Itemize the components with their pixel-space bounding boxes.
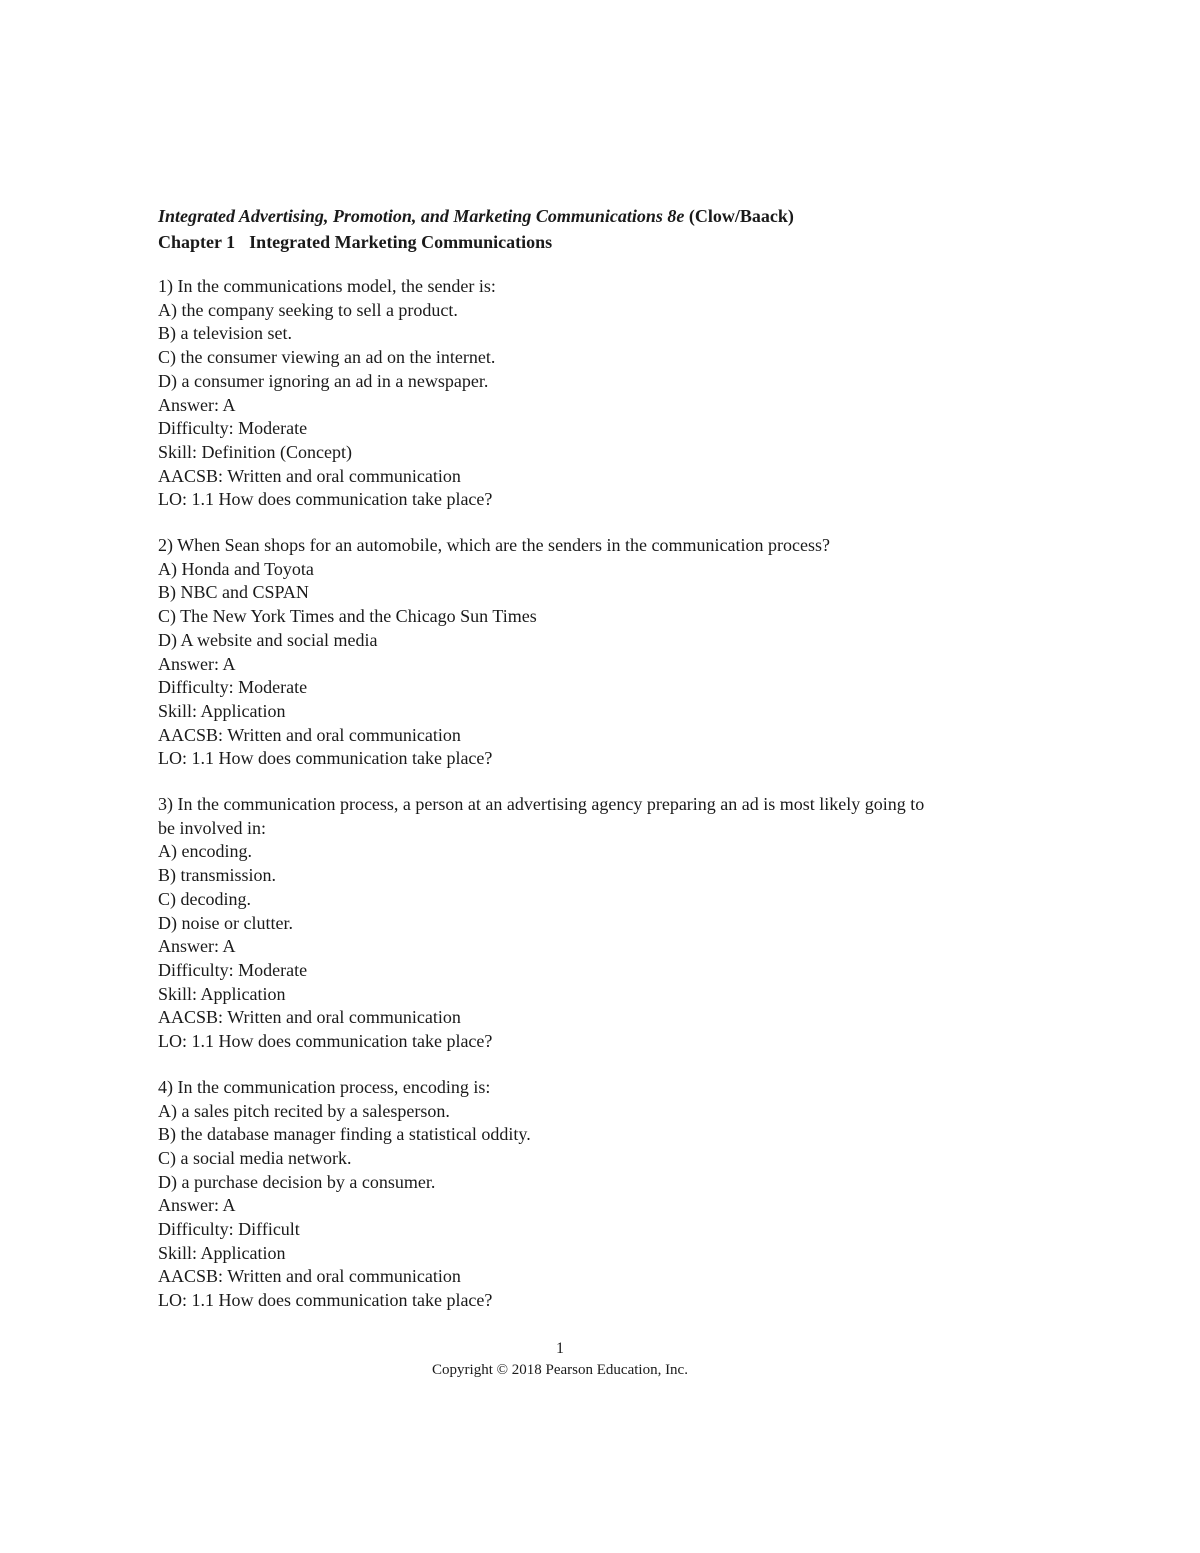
question-stem: 4) In the communication process, encoding is: xyxy=(158,1076,491,1097)
chapter-label: Chapter 1 xyxy=(158,232,236,252)
option-c: C) a social media network. xyxy=(158,1147,352,1168)
book-authors: (Clow/Baack) xyxy=(688,206,794,226)
skill: Skill: Definition (Concept) xyxy=(158,441,352,462)
option-a: A) Honda and Toyota xyxy=(158,558,314,579)
answer: Answer: A xyxy=(158,936,236,957)
option-d: D) A website and social media xyxy=(158,629,378,650)
answer: Answer: A xyxy=(158,394,236,415)
learning-objective: LO: 1.1 How does communication take place? xyxy=(158,1031,493,1052)
answer: Answer: A xyxy=(158,653,236,674)
skill: Skill: Application xyxy=(158,700,286,721)
difficulty: Difficulty: Moderate xyxy=(158,677,308,698)
option-c: C) the consumer viewing an ad on the internet. xyxy=(158,347,496,368)
question-3 xyxy=(158,793,1058,1054)
answer: Answer: A xyxy=(158,1195,236,1216)
option-d: D) a consumer ignoring an ad in a newspaper. xyxy=(158,370,489,391)
option-a: A) the company seeking to sell a product. xyxy=(158,299,458,320)
copyright-notice: Copyright © 2018 Pearson Education, Inc. xyxy=(432,1362,688,1378)
option-b: B) a television set. xyxy=(158,323,292,344)
question-2 xyxy=(158,534,1058,771)
option-a: A) encoding. xyxy=(158,841,252,862)
skill: Skill: Application xyxy=(158,1242,286,1263)
option-b: B) transmission. xyxy=(158,865,277,886)
option-b: B) the database manager finding a statistical oddity. xyxy=(158,1124,531,1145)
difficulty: Difficulty: Moderate xyxy=(158,418,308,439)
difficulty: Difficulty: Moderate xyxy=(158,959,308,980)
learning-objective: LO: 1.1 How does communication take place? xyxy=(158,489,493,510)
aacsb: AACSB: Written and oral communication xyxy=(158,465,461,486)
option-c: C) decoding. xyxy=(158,888,251,909)
option-b: B) NBC and CSPAN xyxy=(158,582,309,603)
difficulty: Difficulty: Difficult xyxy=(158,1219,300,1240)
chapter-heading xyxy=(158,229,1058,255)
option-a: A) a sales pitch recited by a salesperson. xyxy=(158,1100,450,1121)
option-c: C) The New York Times and the Chicago Sun Times xyxy=(158,606,537,627)
question-stem: 2) When Sean shops for an automobile, which are the senders in the communication process? xyxy=(158,535,830,556)
aacsb: AACSB: Written and oral communication xyxy=(158,1266,461,1287)
learning-objective: LO: 1.1 How does communication take place? xyxy=(158,1290,493,1311)
chapter-title: Integrated Marketing Communications xyxy=(249,232,553,252)
question-4 xyxy=(158,1076,1058,1313)
question-stem: 1) In the communications model, the sender is: xyxy=(158,276,496,296)
skill: Skill: Application xyxy=(158,983,286,1004)
book-title-line xyxy=(158,203,1058,229)
page-number: 1 xyxy=(556,1340,564,1357)
aacsb: AACSB: Written and oral communication xyxy=(158,1007,461,1028)
book-title: Integrated Advertising, Promotion, and Marketing Communications 8e xyxy=(158,206,685,226)
question-1 xyxy=(158,275,1058,512)
option-d: D) a purchase decision by a consumer. xyxy=(158,1171,436,1192)
question-stem: 3) In the communication process, a person at an advertising agency preparing an ad is most likely going to be involved in: xyxy=(158,794,925,838)
learning-objective: LO: 1.1 How does communication take place? xyxy=(158,748,493,769)
aacsb: AACSB: Written and oral communication xyxy=(158,724,461,745)
option-d: D) noise or clutter. xyxy=(158,912,293,933)
document-page xyxy=(158,203,1058,1313)
question-list xyxy=(158,275,1058,1313)
